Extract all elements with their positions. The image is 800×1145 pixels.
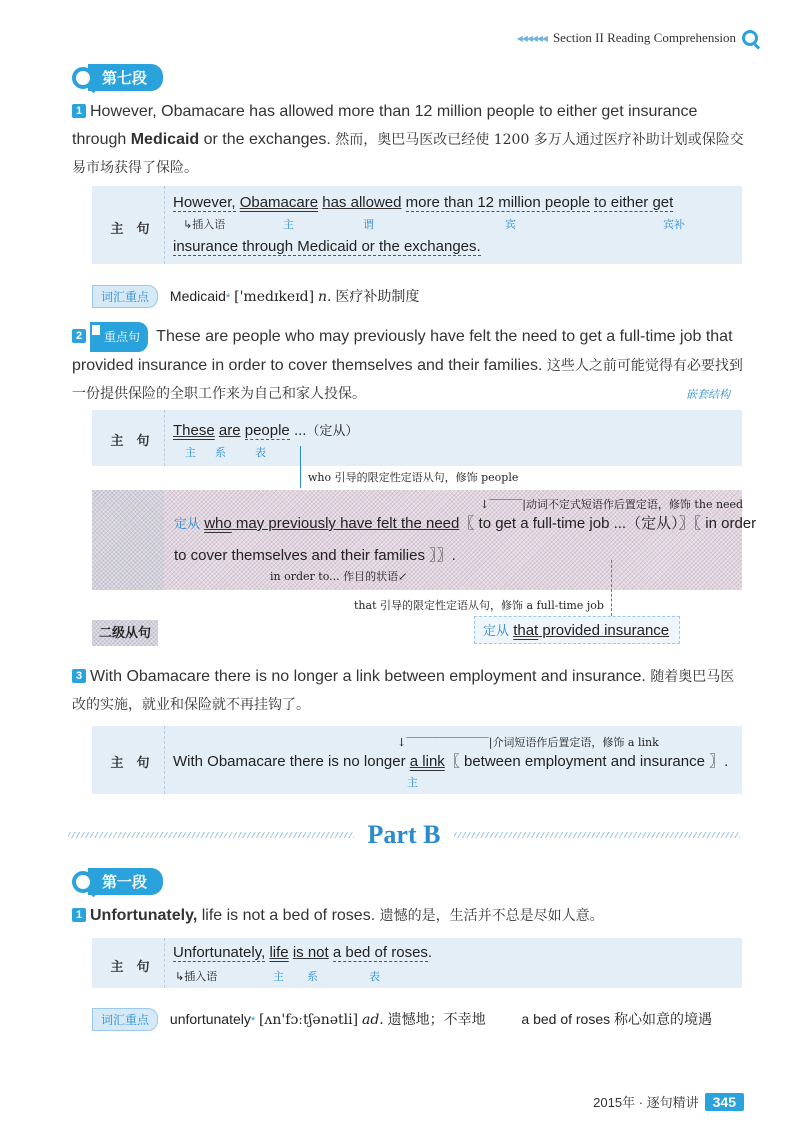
section-label-text: 第一段 bbox=[88, 868, 163, 895]
vocab-meaning: 医疗补助制度 bbox=[335, 289, 420, 305]
sentence-en-end: or the exchanges. bbox=[199, 131, 331, 148]
note-inorder-text: in order to... 作目的状语 bbox=[270, 570, 399, 583]
clause-subject: who bbox=[204, 515, 232, 532]
analysis-box-2-main bbox=[92, 410, 742, 466]
phrase-line2: insurance through Medicaid or the exchanges. bbox=[173, 238, 481, 255]
footer-text: 2015年 · 逐句精讲 bbox=[593, 1095, 699, 1110]
analysis-box-1 bbox=[92, 186, 742, 264]
sentence-number: 3 bbox=[72, 669, 86, 683]
box-content bbox=[164, 186, 742, 264]
clause-tag: 定从 bbox=[483, 623, 510, 638]
ann-complement: 宾补 bbox=[663, 219, 685, 231]
key-sentence-tag: 重点句 bbox=[90, 322, 148, 352]
main-rest: ...（定从） bbox=[293, 424, 359, 439]
vocab-word: unfortunately bbox=[169, 1011, 251, 1027]
box-content bbox=[164, 410, 742, 466]
vocab-meaning: 遗憾地；不幸地 bbox=[387, 1012, 486, 1028]
dashed-arrow-line bbox=[611, 560, 612, 616]
phrase-subject: life bbox=[269, 944, 289, 961]
level1-label-bg bbox=[92, 490, 164, 590]
phrase-a: With Obamacare there is no longer bbox=[173, 753, 410, 770]
ann-subject: 主 bbox=[407, 777, 418, 789]
running-header bbox=[517, 30, 758, 46]
note-prep-text: 介词短语作后置定语，修饰 a link bbox=[492, 736, 659, 749]
level1-line2: to cover themselves and their families 〗〗. bbox=[174, 547, 456, 564]
sentence-zh: 遗憾的是，生活并不总是尽如人意。 bbox=[379, 908, 604, 924]
note-inf-text: 动词不定式短语作后置定语，修饰 the need bbox=[525, 498, 744, 511]
main-object: people bbox=[244, 422, 290, 439]
sentence-zh: 随着奥巴马医改的实施，就业和保险就不再挂钩了。 bbox=[72, 669, 735, 713]
phrase-insert: However, bbox=[173, 194, 236, 211]
ann-subject: 主 bbox=[273, 971, 284, 983]
note-inf: ↓‾‾‾‾‾‾|动词不定式短语作后置定语，修饰 the need bbox=[480, 498, 744, 511]
box-content bbox=[164, 726, 742, 794]
magnifier-icon bbox=[742, 30, 758, 46]
section-label-1 bbox=[72, 868, 163, 895]
arrow-line bbox=[300, 446, 301, 488]
section-label-text: 第七段 bbox=[88, 64, 163, 91]
phrase-rest: 〖 between employment and insurance 〗. bbox=[444, 753, 729, 770]
divider-rule bbox=[68, 832, 354, 838]
page-footer bbox=[593, 1092, 744, 1111]
sentence-en: However, Obamacare has allowed more than 12 million people to either get insurance through bbox=[72, 103, 698, 148]
ann-object: 宾 bbox=[505, 219, 516, 231]
note-who: who 引导的限定性定语从句，修饰 people bbox=[308, 471, 519, 484]
clause-predicate: provided insurance bbox=[538, 622, 670, 639]
main-verb: are bbox=[218, 422, 241, 439]
sentence-en: These are people who may previously have felt the need to get a full-time job that provided insurance in order to cover themselves and their families. bbox=[72, 328, 733, 374]
section-label-7 bbox=[72, 64, 163, 91]
box-label: 主 句 bbox=[110, 433, 150, 448]
star-icon: * bbox=[250, 1015, 256, 1027]
ann-predicative: 表 bbox=[369, 971, 380, 983]
box-label: 主 句 bbox=[110, 959, 150, 974]
magnifier-icon bbox=[72, 871, 94, 893]
note-prep: ↓‾‾‾‾‾‾‾‾‾‾‾‾‾‾‾|介词短语作后置定语，修饰 a link bbox=[397, 736, 659, 749]
divider-rule bbox=[454, 832, 740, 838]
ann-subject: 主 bbox=[185, 447, 196, 459]
vocab-ipa: ['medɪkeɪd] bbox=[234, 289, 315, 305]
phrase-link: is not bbox=[292, 944, 329, 961]
vocab-row-b1 bbox=[92, 1008, 712, 1031]
phrase-verb: has allowed bbox=[322, 194, 402, 211]
vocab-pos: ad. bbox=[361, 1012, 384, 1028]
part-title: Part B bbox=[367, 820, 441, 849]
sentence-1 bbox=[72, 98, 744, 182]
box-content: Unfortunately, life is not a bed of roses. ↳插入语 主 系 表 bbox=[164, 938, 742, 988]
clause-predicate: may previously have felt the need bbox=[231, 515, 460, 532]
keyword: Unfortunately, bbox=[90, 907, 198, 924]
vocab-tag: 词汇重点 bbox=[92, 1008, 158, 1031]
vocab-ipa: [ʌn'fɔːtʃənətli] bbox=[259, 1012, 359, 1028]
ann-link: 系 bbox=[215, 447, 226, 459]
main-subject: These bbox=[173, 422, 215, 439]
arrows-icon: ◂◂◂◂◂◂ bbox=[516, 30, 547, 45]
vocab-tag: 词汇重点 bbox=[92, 285, 158, 308]
star-icon: * bbox=[225, 292, 231, 304]
box-label: 主 句 bbox=[110, 221, 150, 236]
vocab2-word: a bed of roses bbox=[521, 1011, 611, 1027]
phrase-predicative: a bed of roses bbox=[332, 944, 428, 961]
phrase-subject: Obamacare bbox=[239, 194, 319, 211]
level2-label: 二级从句 bbox=[98, 625, 151, 640]
ann-verb: 谓 bbox=[363, 219, 374, 231]
clause-subject: that bbox=[513, 622, 539, 639]
sentence-en: life is not a bed of roses. bbox=[197, 907, 376, 924]
phrase-insert: Unfortunately, bbox=[173, 944, 266, 961]
sentence-en: With Obamacare there is no longer a link between employment and insurance. bbox=[90, 668, 646, 685]
ann-subject: 主 bbox=[283, 219, 294, 231]
sentence-3 bbox=[72, 663, 744, 719]
vocab-word: Medicaid bbox=[169, 288, 226, 304]
keyword: Medicaid bbox=[130, 131, 200, 148]
sentence-number: 2 bbox=[72, 329, 86, 343]
clause-rest: 〖 to get a full-time job ...（定从）〗〖 in order bbox=[459, 515, 757, 532]
level1-clause-box bbox=[92, 490, 757, 590]
sentence-zh: 然而，奥巴马医改已经使 1200 多万人通过医疗补助计划或保险交易市场获得了保险。 bbox=[72, 132, 744, 176]
level2-label-bg bbox=[92, 620, 158, 646]
header-title: Section II Reading Comprehension bbox=[552, 30, 736, 45]
partb-sentence-1 bbox=[72, 902, 744, 930]
phrase-complement: to either get bbox=[594, 194, 674, 211]
level1-line1 bbox=[174, 512, 756, 533]
ann-insert: ↳插入语 bbox=[183, 219, 226, 231]
sentence-2 bbox=[72, 322, 744, 408]
note-that: that 引导的限定性定语从句，修饰 a full-time job bbox=[354, 599, 604, 612]
sentence-number: 1 bbox=[72, 104, 86, 118]
vocab-row-1 bbox=[92, 285, 419, 308]
analysis-box-b1 bbox=[92, 938, 742, 988]
box3-line bbox=[173, 750, 728, 771]
structure-note: 嵌套结构 bbox=[686, 388, 730, 401]
analysis-box-3 bbox=[92, 726, 742, 794]
ann-text: 插入语 bbox=[192, 219, 226, 231]
ann-link: 系 bbox=[307, 971, 318, 983]
vocab-pos: n. bbox=[317, 289, 332, 305]
clause-tag: 定从 bbox=[174, 516, 201, 531]
sentence-zh: 这些人之前可能觉得有必要找到一份提供保险的全职工作来为自己和家人投保。 bbox=[72, 358, 743, 402]
phrase-subject: a link bbox=[409, 753, 445, 770]
ann-text: 插入语 bbox=[184, 971, 218, 983]
part-b-divider bbox=[68, 820, 740, 850]
page-number: 345 bbox=[705, 1093, 744, 1111]
magnifier-icon bbox=[72, 67, 94, 89]
ann-insert: ↳插入语 bbox=[175, 971, 218, 983]
sentence-number: 1 bbox=[72, 908, 86, 922]
level2-clause-box bbox=[474, 616, 680, 644]
note-inorder: in order to... 作目的状语↙ bbox=[270, 570, 408, 583]
ann-predicative: 表 bbox=[255, 447, 266, 459]
phrase-object: more than 12 million people bbox=[405, 194, 590, 211]
box-label: 主 句 bbox=[110, 755, 150, 770]
vocab2-meaning: 称心如意的境遇 bbox=[614, 1012, 713, 1028]
